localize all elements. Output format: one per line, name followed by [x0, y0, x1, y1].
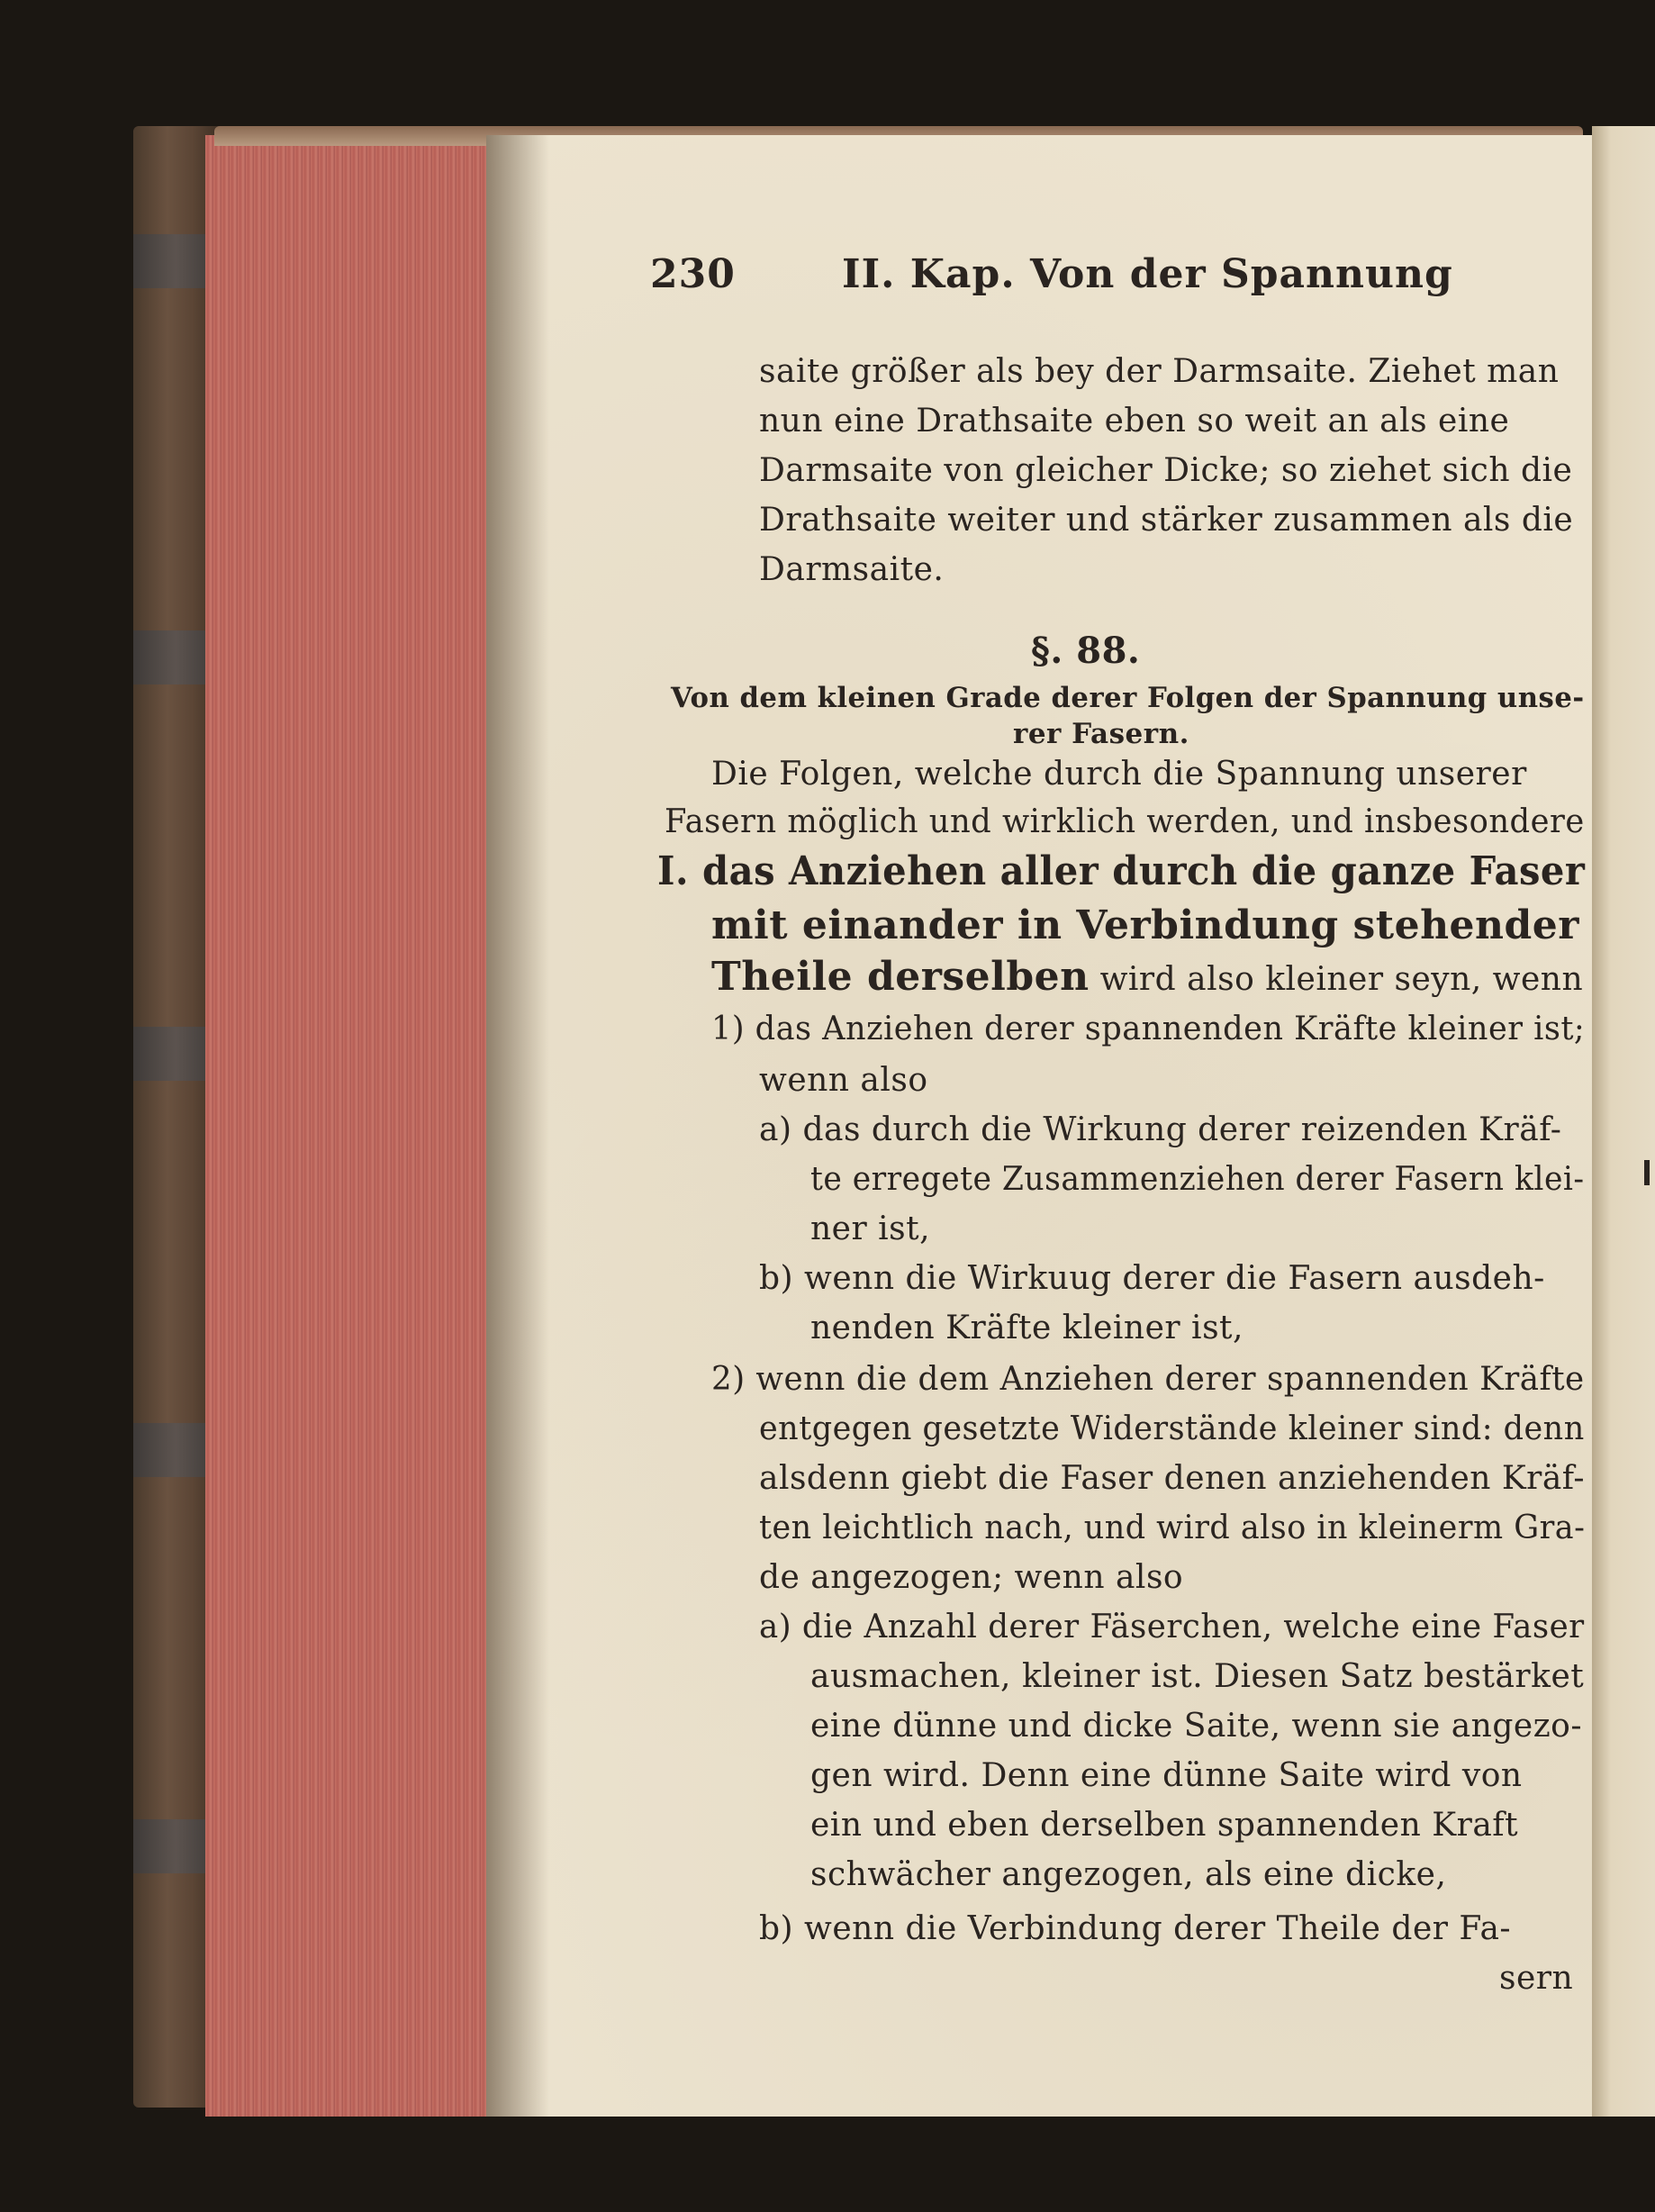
text-line-bold: mit einander in Verbindung stehender: [711, 902, 1579, 948]
text-line-bold: I. das Anziehen aller durch die ganze Faser: [657, 848, 1586, 894]
page-number: 230: [650, 251, 736, 297]
text-line: saite größer als bey der Darmsaite. Ziehet man: [759, 353, 1560, 390]
text-line-mixed: [711, 954, 1584, 1000]
text-line: eine dünne und dicke Saite, wenn sie angezo-: [810, 1708, 1583, 1745]
text-line: nun eine Drathsaite eben so weit an als eine: [759, 403, 1510, 440]
section-heading-line: rer Fasern.: [1013, 718, 1189, 750]
text-line: ten leichtlich nach, und wird also in kleinerm Gra-: [759, 1509, 1586, 1546]
text-line: a) das durch die Wirkung derer reizenden Kräf-: [759, 1111, 1562, 1148]
text-line: wenn also: [759, 1062, 928, 1099]
running-title: II. Kap. Von der Spannung: [842, 251, 1453, 297]
text-line: entgegen gesetzte Widerstände kleiner sind: denn: [759, 1410, 1585, 1447]
text-line: nenden Kräfte kleiner ist,: [810, 1310, 1244, 1346]
text-line: ein und eben derselben spannenden Kraft: [810, 1807, 1519, 1844]
text-line: te erregete Zusammenziehen derer Fasern klei-: [810, 1161, 1585, 1198]
section-heading-line: Von dem kleinen Grade derer Folgen der Spannung unse-: [671, 682, 1585, 714]
text-line: ner ist,: [810, 1210, 931, 1247]
facing-page-mark: [1644, 1160, 1650, 1185]
text-line: 2) wenn die dem Anziehen derer spannenden Kräfte: [711, 1361, 1585, 1398]
bold-phrase: Theile derselben: [711, 954, 1090, 1000]
text-line: Drathsaite weiter und stärker zusammen als die: [759, 502, 1574, 539]
page-edge-block: [205, 135, 493, 2117]
page-gutter-shadow: [486, 135, 549, 2117]
text-line: schwächer angezogen, als eine dicke,: [810, 1856, 1447, 1893]
text-line: b) wenn die Verbindung derer Theile der Fa-: [759, 1910, 1512, 1947]
text-line: Die Folgen, welche durch die Spannung unserer: [711, 756, 1527, 793]
text-line: Fasern möglich und wirklich werden, und insbesondere: [665, 803, 1585, 840]
text-line: b) wenn die Wirkuug derer die Fasern ausdeh-: [759, 1260, 1545, 1297]
text-line: de angezogen; wenn also: [759, 1559, 1184, 1596]
text-line: gen wird. Denn eine dünne Saite wird von: [810, 1757, 1523, 1794]
text-line: 1) das Anziehen derer spannenden Kräfte kleiner ist;: [711, 1011, 1586, 1047]
text-line: a) die Anzahl derer Fäserchen, welche eine Faser: [759, 1609, 1585, 1645]
catchword: sern: [1499, 1960, 1574, 1997]
text-line: Darmsaite.: [759, 551, 945, 588]
facing-page-sliver: [1592, 126, 1655, 2117]
text-run: wird also kleiner seyn, wenn: [1099, 961, 1584, 998]
text-line: ausmachen, kleiner ist. Diesen Satz bestärket: [810, 1658, 1585, 1695]
section-number: §. 88.: [1031, 630, 1141, 672]
text-line: Darmsaite von gleicher Dicke; so ziehet sich die: [759, 452, 1573, 489]
text-line: alsdenn giebt die Faser denen anziehenden Kräf-: [759, 1460, 1585, 1497]
